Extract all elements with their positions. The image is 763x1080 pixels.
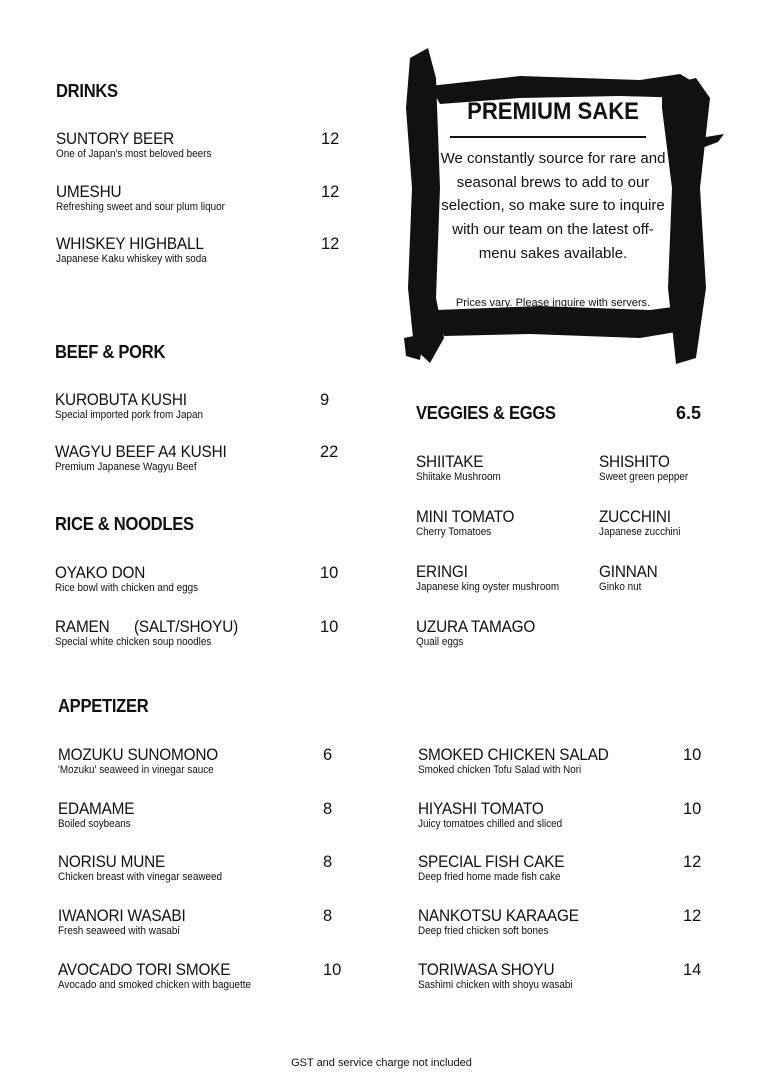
item-description: Juicy tomatoes chilled and sliced xyxy=(418,817,563,830)
item-description: Premium Japanese Wagyu Beef xyxy=(55,461,197,473)
item-name: TORIWASA SHOYU xyxy=(418,960,555,979)
item-description: Japanese zucchini xyxy=(599,526,681,538)
item-name: OYAKO DON xyxy=(55,564,146,582)
item-description: Fresh seaweed with wasabi xyxy=(58,925,180,938)
item-name: SHIITAKE xyxy=(416,453,484,471)
item-description: Avocado and smoked chicken with baguette xyxy=(58,978,251,991)
item-description: Sweet green pepper xyxy=(599,471,689,483)
item-price: 10 xyxy=(683,799,702,818)
premium-sake-box xyxy=(400,38,730,373)
item-name: NANKOTSU KARAAGE xyxy=(418,907,579,926)
item-description: Special white chicken soup noodles xyxy=(55,636,212,648)
menu-item xyxy=(599,563,662,594)
item-name: NORISU MUNE xyxy=(58,853,166,872)
item-price: 12 xyxy=(683,907,702,926)
item-price: 8 xyxy=(323,799,333,818)
item-name: GINNAN xyxy=(599,563,658,581)
menu-item xyxy=(58,853,333,884)
item-price: 22 xyxy=(320,443,339,461)
menu-item xyxy=(599,508,690,539)
item-name: ZUCCHINI xyxy=(599,508,671,526)
item-description: Sashimi chicken with shoyu wasabi xyxy=(418,978,573,991)
rice-noodles-heading: RICE & NOODLES xyxy=(55,514,194,534)
item-price: 10 xyxy=(320,618,339,636)
item-name: AVOCADO TORI SMOKE xyxy=(58,960,231,979)
menu-item xyxy=(416,508,522,539)
menu-item xyxy=(55,391,330,422)
menu-item xyxy=(56,235,340,266)
item-name: WHISKEY HIGHBALL xyxy=(56,235,204,253)
item-description: Cherry Tomatoes xyxy=(416,526,492,538)
menu-item xyxy=(418,746,702,777)
item-price: 10 xyxy=(323,960,342,979)
menu-item xyxy=(58,907,333,938)
item-name: SMOKED CHICKEN SALAD xyxy=(418,746,609,764)
item-name: ERINGI xyxy=(416,563,468,581)
item-name: SUNTORY BEER xyxy=(56,130,175,148)
item-name: WAGYU BEEF A4 KUSHI xyxy=(55,443,227,461)
sake-title: PREMIUM SAKE xyxy=(467,98,639,125)
appetizer-heading: APPETIZER xyxy=(58,696,149,716)
menu-item xyxy=(55,443,339,474)
item-description: Ginko nut xyxy=(599,581,642,593)
item-description: Refreshing sweet and sour plum liquor xyxy=(56,200,225,213)
menu-item xyxy=(56,182,340,214)
item-description: Smoked chicken Tofu Salad with Nori xyxy=(418,764,582,776)
menu-item xyxy=(418,853,702,884)
sake-description: We constantly source for rare and seasonal brews to add to our selection, so make sure to inquire with our team on the latest off-menu sakes available. xyxy=(440,150,666,262)
veggies-heading: VEGGIES & EGGS xyxy=(416,403,556,423)
item-price: 10 xyxy=(683,746,702,764)
veggies-price: 6.5 xyxy=(676,403,702,423)
item-description: One of Japan's most beloved beers xyxy=(56,148,212,160)
item-name: EDAMAME xyxy=(58,799,135,818)
menu-item xyxy=(418,960,702,992)
sake-price-note: Prices vary. Please inquire with servers. xyxy=(455,297,651,309)
item-description: Japanese king oyster mushroom xyxy=(416,581,560,593)
menu-item xyxy=(58,799,333,831)
item-description: Japanese Kaku whiskey with soda xyxy=(56,253,207,265)
footer-note: GST and service charge not included xyxy=(291,1057,472,1069)
menu-item xyxy=(416,618,544,649)
item-price: 9 xyxy=(320,391,330,409)
item-price: 6 xyxy=(323,746,333,764)
drinks-heading: DRINKS xyxy=(56,81,118,101)
sake-divider xyxy=(450,136,646,138)
item-name: IWANORI WASABI xyxy=(58,907,186,926)
item-price: 14 xyxy=(683,960,702,979)
item-name: UMESHU xyxy=(56,182,122,201)
menu-item xyxy=(418,907,702,938)
item-price: 12 xyxy=(683,853,702,872)
item-description: Shiitake Mushroom xyxy=(416,471,501,483)
item-name: UZURA TAMAGO xyxy=(416,618,536,636)
menu-item xyxy=(416,453,510,484)
item-price: 12 xyxy=(321,182,340,201)
menu-item xyxy=(55,564,339,595)
menu-item xyxy=(55,618,339,649)
item-description: Boiled soybeans xyxy=(58,817,131,830)
item-name: KUROBUTA KUSHI xyxy=(55,391,187,409)
item-name: MINI TOMATO xyxy=(416,508,515,526)
item-name: RAMEN (SALT/SHOYU) xyxy=(55,618,239,636)
item-description: Deep fried chicken soft bones xyxy=(418,925,549,938)
menu-item xyxy=(58,746,333,777)
menu-item xyxy=(599,453,698,484)
item-price: 10 xyxy=(320,564,339,582)
item-price: 8 xyxy=(323,907,333,926)
item-price: 12 xyxy=(321,130,340,148)
menu-item xyxy=(416,563,575,594)
item-name: HIYASHI TOMATO xyxy=(418,799,544,818)
item-description: Rice bowl with chicken and eggs xyxy=(55,582,199,594)
item-price: 12 xyxy=(321,235,340,253)
item-description: Deep fried home made fish cake xyxy=(418,871,561,884)
item-description: Special imported pork from Japan xyxy=(55,409,204,421)
beef-pork-heading: BEEF & PORK xyxy=(55,342,166,362)
menu-item xyxy=(58,960,342,992)
item-name: SPECIAL FISH CAKE xyxy=(418,853,565,872)
item-description: Chicken breast with vinegar seaweed xyxy=(58,871,222,884)
item-description: 'Mozuku' seaweed in vinegar sauce xyxy=(58,764,214,776)
menu-item xyxy=(56,130,340,161)
menu-item xyxy=(418,799,702,831)
item-name: SHISHITO xyxy=(599,453,670,471)
item-description: Quail eggs xyxy=(416,636,464,648)
item-name: MOZUKU SUNOMONO xyxy=(58,746,219,764)
item-price: 8 xyxy=(323,853,333,872)
